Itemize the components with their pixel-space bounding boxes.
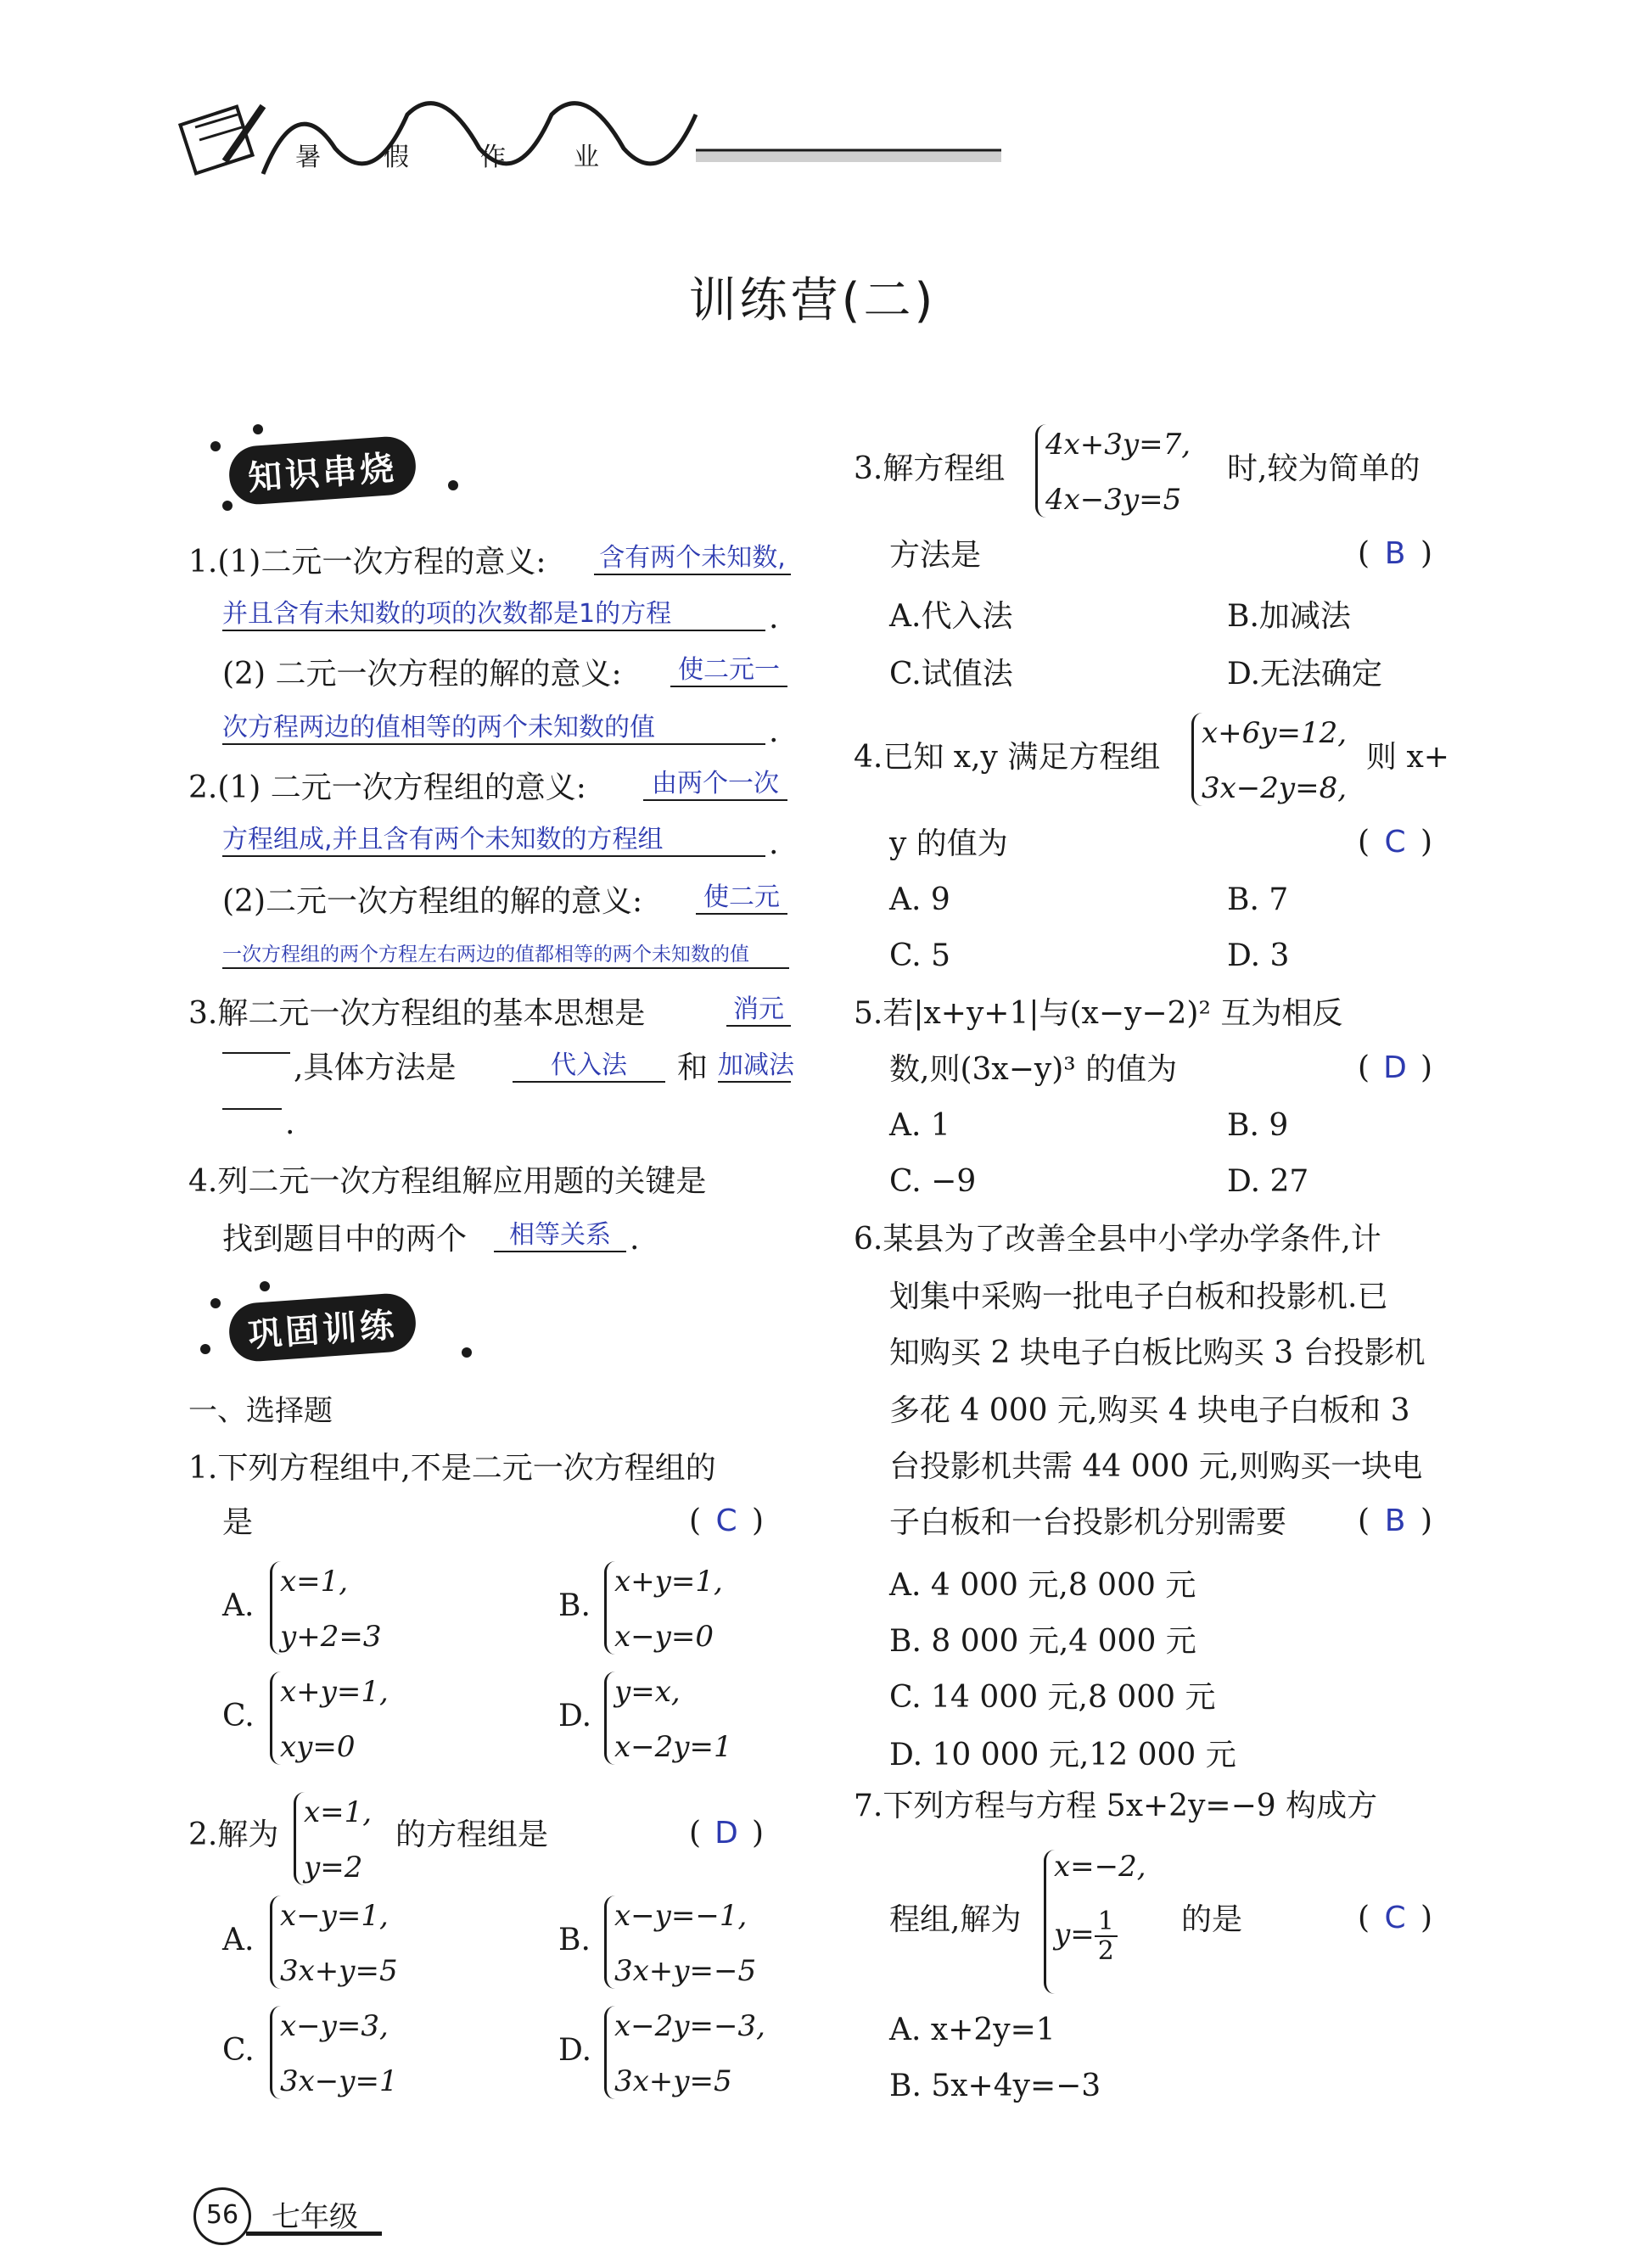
q2-system: x=1, y=2 <box>304 1795 373 1884</box>
header-char: 作 <box>480 143 506 172</box>
period: . <box>285 1106 295 1141</box>
section-title: 巩固训练 <box>227 1291 417 1363</box>
decor-dot <box>222 501 233 511</box>
q6-line: 台投影机共需 44 000 元,则购买一块电 <box>889 1449 1423 1484</box>
header-char: 假 <box>384 143 409 172</box>
q3-suffix: 时,较为简单的 <box>1227 451 1420 486</box>
q3-option-b: B.加减法 <box>1227 599 1351 634</box>
q4-option-b: B. 7 <box>1227 882 1289 917</box>
k3-fill-b: 代入法 <box>513 1050 665 1083</box>
q2-suffix: 的方程组是 <box>395 1817 549 1852</box>
opt-label: C. <box>222 2033 255 2068</box>
k3-prefix: 3.解二元一次方程组的基本思想是 <box>188 996 646 1031</box>
k4-line1: 4.列二元一次方程组解应用题的关键是 <box>188 1164 707 1199</box>
q5-option-b: B. 9 <box>1227 1108 1289 1143</box>
q6-line: 多花 4 000 元,购买 4 块电子白板和 3 <box>889 1393 1410 1428</box>
q3-prefix: 3.解方程组 <box>854 451 1006 486</box>
q6-line: 子白板和一台投影机分别需要 <box>889 1505 1287 1540</box>
q5-answer: ( D ) <box>1358 1050 1433 1085</box>
decor-dot <box>200 1344 210 1354</box>
opt-label: A. <box>222 1923 255 1957</box>
k1-2-prefix: (2) 二元一次方程的解的意义: <box>222 657 622 692</box>
k2-2-fill-b: 一次方程组的两个方程左右两边的值都相等的两个未知数的值 <box>222 944 789 969</box>
period: . <box>630 1222 640 1257</box>
k3-mid: ,具体方法是 <box>294 1050 457 1085</box>
k1-1-fill-a: 含有两个未知数, <box>594 543 791 575</box>
opt-label: A. <box>222 1588 255 1623</box>
k2-1-fill-a: 由两个一次 <box>643 769 787 801</box>
q2-option-d: x−2y=−3, 3x+y=5 <box>614 2009 765 2098</box>
k1-1-prefix: 1.(1)二元一次方程的意义: <box>188 545 546 580</box>
q7-line1: 7.下列方程与方程 5x+2y=−9 构成方 <box>854 1789 1378 1823</box>
k3-fill-c-cont <box>222 1108 282 1110</box>
opt-label: B. <box>558 1588 591 1623</box>
q2-option-a: x−y=1, 3x+y=5 <box>280 1899 398 1988</box>
opt-label: C. <box>222 1699 255 1733</box>
q3-answer: ( B ) <box>1358 536 1433 571</box>
page-number: 56 <box>193 2187 251 2245</box>
q6-answer: ( B ) <box>1358 1504 1433 1538</box>
q7-option-b: B. 5x+4y=−3 <box>889 2069 1101 2103</box>
q5-line2: 数,则(3x−y)³ 的值为 <box>889 1052 1178 1087</box>
q3-system: 4x+3y=7, 4x−3y=5 <box>1045 428 1191 517</box>
k2-1-fill-b: 方程组成,并且含有两个未知数的方程组 <box>222 825 765 857</box>
q3-option-d: D.无法确定 <box>1227 657 1383 692</box>
decor-dot <box>260 1281 270 1291</box>
k4-fill: 相等关系 <box>494 1220 626 1252</box>
opt-label: D. <box>558 2033 592 2068</box>
q2-option-c: x−y=3, 3x−y=1 <box>280 2009 398 2098</box>
decor-dot <box>462 1347 472 1358</box>
k3-fill-c: 加减法 <box>718 1050 791 1083</box>
opt-label: D. <box>558 1699 592 1733</box>
section-title: 知识串烧 <box>227 434 417 506</box>
k3-fill-a: 消元 <box>726 994 791 1027</box>
k4-line2: 找到题目中的两个 <box>222 1222 468 1257</box>
q7-suffix: 的是 <box>1181 1902 1243 1937</box>
q4-suffix: 则 x+ <box>1366 740 1449 775</box>
header-char: 业 <box>574 143 599 172</box>
period: . <box>769 826 779 861</box>
q7-answer: ( C ) <box>1358 1901 1433 1935</box>
q1-line1: 1.下列方程组中,不是二元一次方程组的 <box>188 1451 716 1486</box>
q1-option-c: x+y=1, xy=0 <box>280 1675 389 1764</box>
q7-prefix: 程组,解为 <box>889 1902 1022 1937</box>
decor-dot <box>253 424 263 434</box>
q1-line2: 是 <box>222 1505 254 1540</box>
q7-system: x=−2, y= $\frac{1}{2}$ <box>1054 1850 1146 1967</box>
header-char: 暑 <box>295 143 321 172</box>
q1-answer: ( C ) <box>689 1504 765 1538</box>
k2-2-prefix: (2)二元一次方程组的解的意义: <box>222 884 643 919</box>
period: . <box>769 714 779 749</box>
q4-line2: y 的值为 <box>889 826 1008 861</box>
fraction: $\frac{1}{2}$ <box>1095 1907 1118 1965</box>
q5-line1: 5.若|x+y+1|与(x−y−2)² 互为相反 <box>854 996 1343 1031</box>
q5-option-d: D. 27 <box>1227 1164 1309 1199</box>
header-wave <box>255 98 1018 191</box>
opt-label: B. <box>558 1923 591 1957</box>
q6-option-c: C. 14 000 元,8 000 元 <box>889 1680 1216 1715</box>
k1-2-fill-a: 使二元一 <box>670 655 787 687</box>
k2-2-fill-a: 使二元 <box>696 882 787 915</box>
k1-1-fill-b: 并且含有未知数的项的次数都是1的方程 <box>222 599 765 631</box>
q4-option-c: C. 5 <box>889 938 951 973</box>
page-title: 训练营(二) <box>688 273 937 328</box>
q2-answer: ( D ) <box>689 1816 765 1851</box>
q6-line: 知购买 2 块电子白板比购买 3 台投影机 <box>889 1336 1426 1370</box>
q4-answer: ( C ) <box>1358 825 1433 860</box>
decor-dot <box>210 1298 221 1308</box>
q6-line: 6.某县为了改善全县中小学办学条件,计 <box>854 1222 1381 1257</box>
q6-option-b: B. 8 000 元,4 000 元 <box>889 1624 1196 1659</box>
q4-system: x+6y=12, 3x−2y=8, <box>1202 716 1348 805</box>
q4-prefix: 4.已知 x,y 满足方程组 <box>854 740 1161 775</box>
q6-option-a: A. 4 000 元,8 000 元 <box>889 1568 1196 1603</box>
k1-2-fill-b: 次方程两边的值相等的两个未知数的值 <box>222 713 765 745</box>
q6-line: 划集中采购一批电子白板和投影机.已 <box>889 1280 1388 1314</box>
q2-option-b: x−y=−1, 3x+y=−5 <box>614 1899 757 1988</box>
q1-option-b: x+y=1, x−y=0 <box>614 1565 723 1654</box>
period: . <box>769 601 779 636</box>
q2-prefix: 2.解为 <box>188 1817 279 1852</box>
q4-option-a: A. 9 <box>889 882 950 917</box>
q5-option-c: C. −9 <box>889 1164 977 1199</box>
decor-dot <box>210 441 221 451</box>
k3-fill-a-cont <box>222 1052 290 1054</box>
q6-option-d: D. 10 000 元,12 000 元 <box>889 1738 1236 1772</box>
q3-option-a: A.代入法 <box>889 599 1013 634</box>
q1-option-a: x=1, y+2=3 <box>280 1565 382 1654</box>
section-badge-practice <box>229 1298 416 1357</box>
q1-option-d: y=x, x−2y=1 <box>614 1675 732 1764</box>
section-choice: 一、选择题 <box>188 1394 333 1428</box>
k3-and: 和 <box>677 1050 709 1085</box>
grade-label: 七年级 <box>272 2200 358 2234</box>
section-badge-knowledge <box>229 441 416 500</box>
q7-option-a: A. x+2y=1 <box>889 2013 1056 2047</box>
k2-1-prefix: 2.(1) 二元一次方程组的意义: <box>188 770 586 805</box>
q3-option-c: C.试值法 <box>889 657 1013 692</box>
q3-line2: 方法是 <box>889 538 982 573</box>
q4-option-d: D. 3 <box>1227 938 1290 973</box>
q5-option-a: A. 1 <box>889 1108 950 1143</box>
decor-dot <box>448 480 458 490</box>
